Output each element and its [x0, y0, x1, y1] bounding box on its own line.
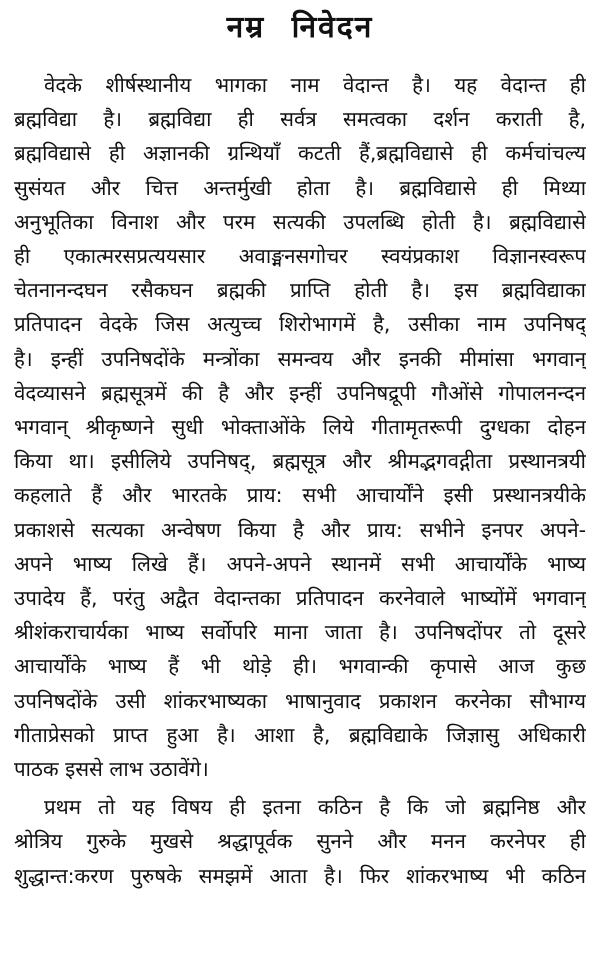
- text-line: ही एकात्मरसप्रत्ययसार अवाङ्मनसगोचर स्वयंप्रकाश विज्ञानस्वरूप: [14, 244, 586, 269]
- text-line: ब्रह्मविद्यासे ही अज्ञानकी ग्रन्थियाँ कटती हैं,ब्रह्मविद्यासे ही कर्मचांचल्य: [14, 141, 586, 166]
- paragraph-1: [14, 68, 586, 786]
- text-line: किया था। इसीलिये उपनिषद्, ब्रह्मसूत्र और श्रीमद्भगवद्गीता प्रस्थानत्रयी: [14, 449, 586, 474]
- text-line: प्रतिपादन वेदके जिस अत्युच्च शिरोभागमें है, उसीका नाम उपनिषद्: [14, 312, 586, 337]
- page-title: नम्र निवेदन: [226, 10, 374, 45]
- text-line: प्रकाशसे सत्यका अन्वेषण किया है और प्राय: सभीने इनपर अपने-: [14, 517, 586, 542]
- text-line: प्रथम तो यह विषय ही इतना कठिन है कि जो ब्रह्मनिष्ठ और: [44, 795, 586, 820]
- text-line: है। इन्हीं उपनिषदोंके मन्त्रोंका समन्वय और इनकी मीमांसा भगवान्: [14, 346, 586, 371]
- text-line: भगवान् श्रीकृष्णने सुधी भोक्ताओंके लिये गीतामृतरूपी दुग्धका दोहन: [14, 415, 586, 440]
- text-line: उपनिषदोंके उसी शांकरभाष्यका भाषानुवाद प्रकाशन करनेका सौभाग्य: [14, 688, 586, 713]
- text-line: चेतनानन्दघन रसैकघन ब्रह्मकी प्राप्ति होती है। इस ब्रह्मविद्याका: [14, 278, 586, 303]
- text-line: अपने भाष्य लिखे हैं। अपने-अपने स्थानमें सभी आचार्योंके भाष्य: [14, 551, 586, 576]
- text-line: वेदके शीर्षस्थानीय भागका नाम वेदान्त है। यह वेदान्त ही: [44, 73, 586, 97]
- text-line: शुद्धान्त:करण पुरुषके समझमें आता है। फिर शांकरभाष्य भी कठिन: [14, 863, 586, 888]
- text-line: कहलाते हैं और भारतके प्राय: सभी आचार्योंने इसी प्रस्थानत्रयीके: [14, 483, 586, 508]
- text-line: आचार्योंके भाष्य हैं भी थोड़े ही। भगवान्की कृपासे आज कुछ: [14, 654, 586, 679]
- text-line: श्रोत्रिय गुरुके मुखसे श्रद्धापूर्वक सुनने और मनन करनेपर ही: [14, 829, 586, 854]
- text-line: उपादेय हैं, परंतु अद्वैत वेदान्तका प्रतिपादन करनेवाले भाष्योंमें भगवान्: [14, 586, 586, 611]
- paragraph-2: [14, 790, 586, 893]
- text-line: वेदव्यासने ब्रह्मसूत्रमें की है और इन्हीं उपनिषद्रूपी गौओंसे गोपालनन्दन: [14, 380, 586, 405]
- text-line: ब्रह्मविद्या है। ब्रह्मविद्या ही सर्वत्र समत्वका दर्शन कराती है,: [14, 107, 586, 132]
- text-line: अनुभूतिका विनाश और परम सत्यकी उपलब्धि होती है। ब्रह्मविद्यासे: [14, 209, 586, 234]
- text-line: सुसंयत और चित्त अन्तर्मुखी होता है। ब्रह्मविद्यासे ही मिथ्या: [14, 175, 586, 200]
- text-line: पाठक इससे लाभ उठावेंगे।: [14, 757, 209, 782]
- text-line: गीताप्रेसको प्राप्त हुआ है। आशा है, ब्रह्मविद्याके जिज्ञासु अधिकारी: [14, 722, 586, 747]
- text-line: श्रीशंकराचार्यका भाष्य सर्वोपरि माना जाता है। उपनिषदोंपर तो दूसरे: [14, 620, 586, 645]
